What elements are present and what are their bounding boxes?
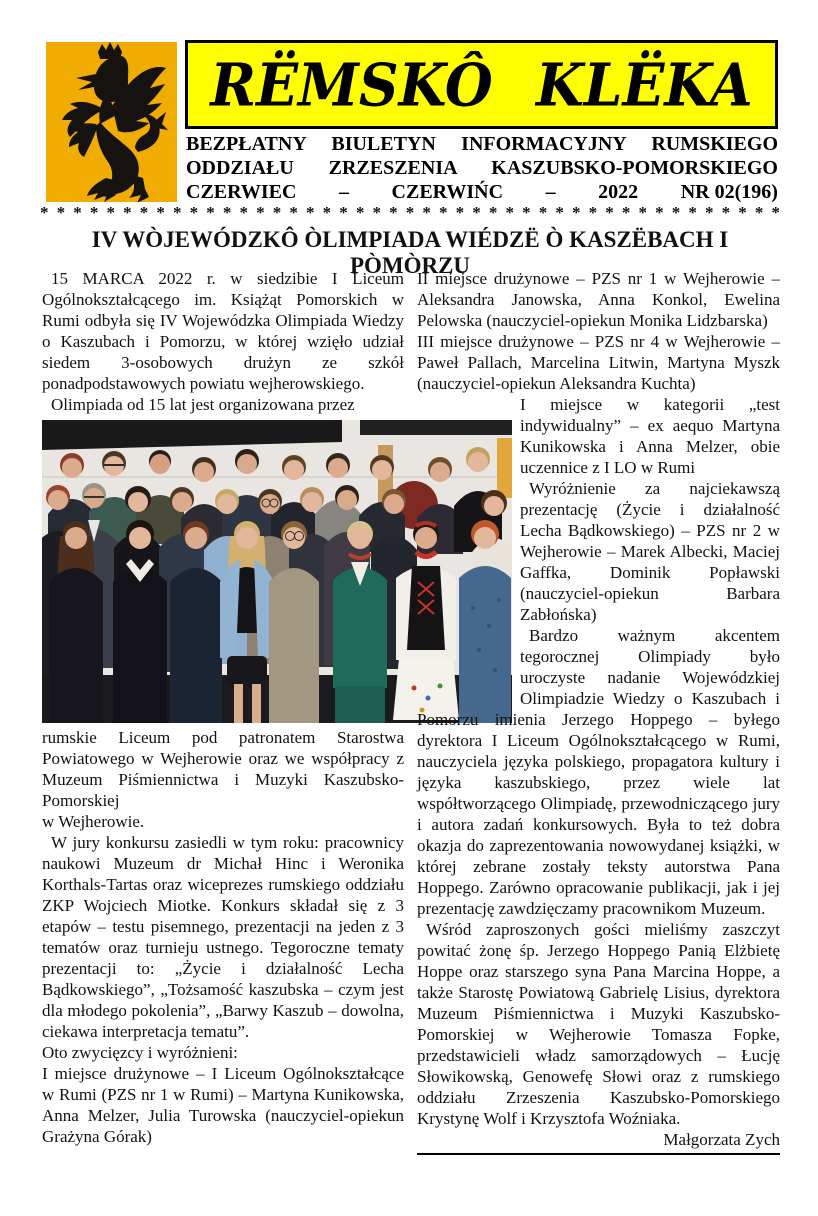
photo-wrap-spacer bbox=[417, 394, 520, 700]
date-token: CZERWIEC bbox=[186, 181, 297, 203]
article-paragraph: I miejsce w kategorii „test indywidualny” – ex aequo Martyna Kunikowska i Anna Melzer, obie uczennice z I LO w Rumi bbox=[520, 395, 780, 477]
date-token: NR 02(196) bbox=[680, 181, 778, 203]
article-column-right bbox=[417, 268, 780, 1155]
date-token: – bbox=[545, 181, 556, 203]
subtitle-line-2: ODDZIAŁU ZRZESZENIA KASZUBSKO-POMORSKIEGO bbox=[186, 157, 778, 179]
masthead-title: RËMSKÔ KLËKA bbox=[210, 49, 753, 120]
date-token: – bbox=[338, 181, 349, 203]
end-rule bbox=[417, 1153, 780, 1155]
article-paragraph: Wyróżnienie za najciekawszą prezentację (Życie i działalność Lecha Bądkowskiego) – PZS nr 2 w Wejherowie – Marek Albecki, Maciej Gaffka, Dominik Popławski (nauczyciel-opiekun Barbara Zabłońska) bbox=[520, 479, 780, 624]
article-paragraph: Bardzo ważnym akcentem tegorocznej Olimpiady było uroczyste nadanie Wojewódzkiej Olimpiadzie Wiedzy o Kaszubach i Pomorzu imienia Jerzego Hoppego – byłego dyrektora I Liceum Ogólnokształcącego w Rumi, nauczyciela języka polskiego, propagatora kultury i języka kaszubskiego, przez wiele lat współtworzącego Olimpiadę, przewodniczącego jury i autora zadań konkursowych. Była to też dobra okazja do zaprezentowania nowowydanej książki, w której zebrane zostały teksty autorstwa Pana Hoppego. Zarówno opracowanie publikacji, jak i jej prezentację zawdzięczamy pracownikom Muzeum. bbox=[417, 626, 780, 918]
article-paragraph: w Wejherowie. bbox=[42, 812, 145, 831]
article-paragraph: W jury konkursu zasiedli w tym roku: pracownicy naukowi Muzeum dr Michał Hinc i Weronika Korthals-Tartas oraz wiceprezes rumskiego oddziału ZKP Wojciech Miotke. Konkurs składał się z 3 etapów – testu pisemnego, prezentacji na jeden z 3 tematów oraz turnieju ustnego. Tegoroczne tematy prezentacji to: „Życie i działalność Lecha Bądkowskiego”, „Tożsamość kaszubska – czym jest dla młodego pokolenia”, „Barwy Kaszub – dowolna, ciekawa interpretacja tematu”. bbox=[42, 833, 404, 1041]
masthead-banner bbox=[185, 40, 778, 129]
article-headline: IV WÒJEWÓDZKÔ ÒLIMPIADA WIÉDZË Ò KASZËBACH I PÒMÒRZU bbox=[91, 227, 729, 278]
kashubian-griffin-icon bbox=[46, 42, 177, 202]
article-paragraph: Wśród zaproszonych gości mieliśmy zaszczyt powitać żonę śp. Jerzego Hoppego Panią Elżbietę Hoppe oraz starszego syna Pana Marcina Hoppe, a także Starostę Powiatową Gabrielę Lisius, dyrektora Muzeum Piśmiennictwa i Muzyki Kaszubsko-Pomorskiej w Wejherowie Tomasza Fopke, przedstawicieli władz samorządowych – Łucję Słowikowską, Genowefę Słowi oraz z rumskiego oddziału Zrzeszenia Kaszubsko-Pomorskiego Krystynę Wolf i Krzysztofa Woźniaka. bbox=[417, 920, 780, 1128]
asterisk-separator: * * * * * * * * * * * * * * * * * * * * * * * * * * * * * * * * * * * * * * * * * * * * * bbox=[40, 203, 780, 222]
article-paragraph: II miejsce drużynowe – PZS nr 1 w Wejherowie – Aleksandra Janowska, Anna Konkol, Ewelina Pelowska (nauczyciel-opiekun Monika Lidzbarska) bbox=[417, 269, 780, 330]
masthead-subtitle bbox=[186, 132, 778, 204]
date-token: 2022 bbox=[598, 181, 639, 203]
article-column-left bbox=[42, 268, 404, 1147]
article-paragraph: I miejsce drużynowe – I Liceum Ogólnokształcące w Rumi (PZS nr 1 w Rumi) – Martyna Kunikowska, Anna Melzer, Julia Turowska (nauczyciel-opiekun Grażyna Górak) bbox=[42, 1064, 404, 1146]
subtitle-line-1: BEZPŁATNY BIULETYN INFORMACYJNY RUMSKIEGO bbox=[186, 133, 778, 155]
date-token: CZERWIŃC bbox=[391, 181, 504, 203]
article-paragraph: Olimpiada od 15 lat jest organizowana przez bbox=[51, 395, 355, 414]
date-line bbox=[186, 180, 778, 204]
article-paragraph: rumskie Liceum pod patronatem Starostwa Powiatowego w Wejherowie oraz we współpracy z Muzeum Piśmiennictwa i Muzyki Kaszubsko-Pomorskiej bbox=[42, 728, 404, 810]
author-signature: Małgorzata Zych bbox=[663, 1130, 780, 1149]
kashubian-emblem bbox=[46, 42, 177, 202]
article-paragraph: Oto zwycięzcy i wyróżnieni: bbox=[42, 1043, 238, 1062]
article-paragraph: 15 MARCA 2022 r. w siedzibie I Liceum Ogólnokształcącego im. Książąt Pomorskich w Rumi odbyła się IV Wojewódzka Olimpiada Wiedzy o Kaszubach i Pomorzu, w której wzięło udział siedem 3-osobowych drużyn ze szkół ponadpodstawowych powiatu wejherowskiego. bbox=[42, 269, 404, 393]
article-paragraph: III miejsce drużynowe – PZS nr 4 w Wejherowie – Paweł Pallach, Marcelina Litwin, Martyna Myszk (nauczyciel-opiekun Aleksandra Kuchta) bbox=[417, 332, 780, 393]
